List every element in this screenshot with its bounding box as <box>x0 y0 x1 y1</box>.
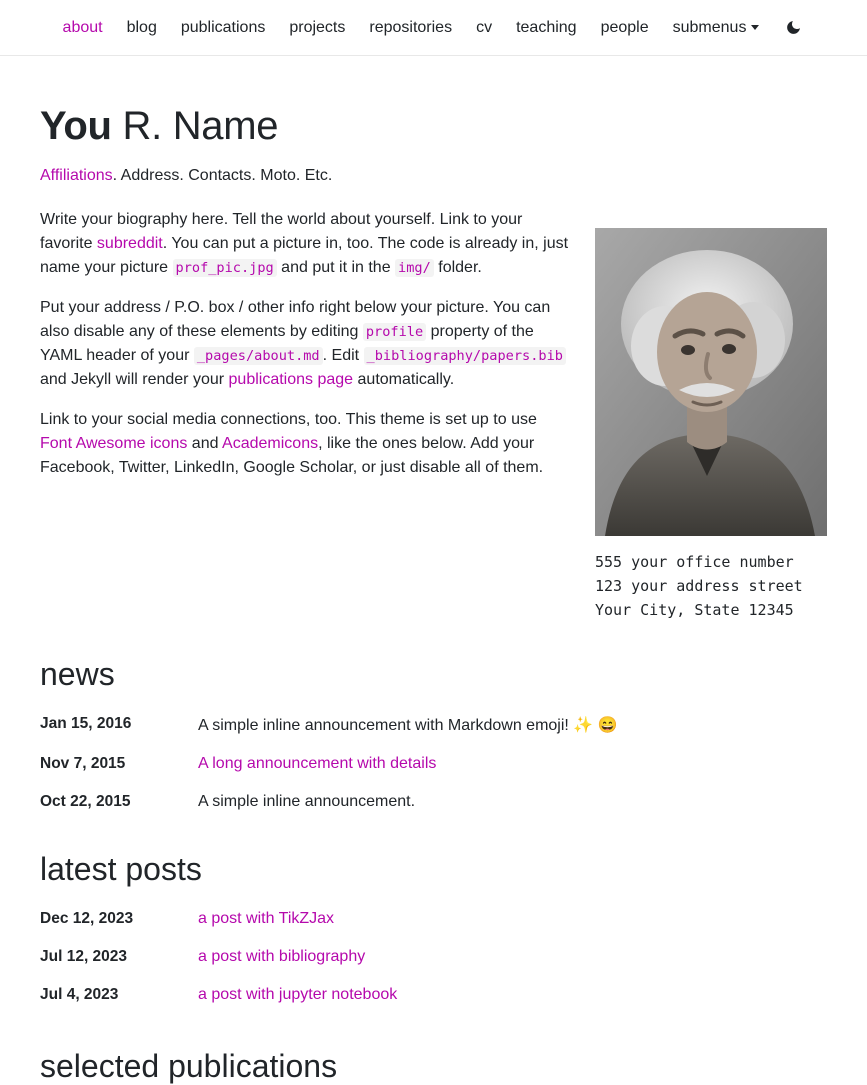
post-entry-link[interactable]: a post with bibliography <box>198 948 366 965</box>
theme-toggle-button[interactable] <box>771 19 816 36</box>
address-line-1: 555 your office number <box>595 553 794 571</box>
news-entry <box>198 705 827 745</box>
news-entry-link[interactable]: A long announcement with details <box>198 755 437 772</box>
top-navbar <box>0 0 867 56</box>
post-entry-link[interactable]: a post with TikZJax <box>198 910 335 927</box>
nav-item-about[interactable]: about <box>62 18 103 36</box>
bio-p2-d: and Jekyll will render your <box>40 371 229 388</box>
publications-page-link[interactable]: publications page <box>228 371 354 388</box>
bio-p3-c: , like the ones below. Add your Facebook, Twitter, LinkedIn, Google Scholar, or just disable all of them. <box>40 435 544 476</box>
nav-item-publications[interactable]: publications <box>180 18 266 36</box>
page-title <box>40 104 827 148</box>
profile-photo-graphic <box>595 228 827 536</box>
table-row <box>40 976 827 1014</box>
post-entry-link[interactable]: a post with jupyter notebook <box>198 986 398 1003</box>
table-row <box>40 938 827 976</box>
moon-icon <box>785 19 802 36</box>
news-entry-emoji: ✨ 😄 <box>573 717 618 734</box>
nav-item-blog[interactable]: blog <box>126 18 157 36</box>
bio-p2-e: automatically. <box>353 371 455 388</box>
page-title-rest: R. Name <box>111 104 279 148</box>
nav-item-submenus-label: submenus <box>672 18 747 36</box>
news-table <box>40 705 827 821</box>
subtitle-rest: . Address. Contacts. Moto. Etc. <box>112 167 333 184</box>
code-img-folder: img/ <box>395 259 434 277</box>
profile-address <box>595 550 827 622</box>
bio-p3-a: Link to your social media connections, too. This theme is set up to use <box>40 411 537 428</box>
nav-item-submenus[interactable] <box>661 18 772 38</box>
news-heading: news <box>40 656 115 692</box>
font-awesome-link[interactable]: Font Awesome icons <box>40 435 188 452</box>
post-date: Jul 12, 2023 <box>40 948 128 965</box>
news-entry-text: A simple inline announcement with Markdown emoji! <box>198 717 574 734</box>
subreddit-link[interactable]: subreddit <box>96 235 163 252</box>
academicons-link[interactable]: Academicons <box>222 435 319 452</box>
table-row <box>40 745 827 783</box>
nav-item-teaching[interactable]: teaching <box>516 18 577 36</box>
affiliations-link[interactable]: Affiliations <box>40 167 113 184</box>
nav-items <box>51 18 817 38</box>
latest-posts-heading: latest posts <box>40 851 202 887</box>
post-entry <box>198 976 827 1014</box>
page-title-bold: You <box>40 104 112 148</box>
bio-p1-d: folder. <box>433 259 482 276</box>
code-prof-pic: prof_pic.jpg <box>173 259 277 277</box>
bio-block <box>40 208 827 622</box>
profile-column <box>595 228 827 622</box>
post-entry <box>198 938 827 976</box>
nav-item-repositories[interactable]: repositories <box>369 18 453 36</box>
post-date: Jul 4, 2023 <box>40 986 119 1003</box>
code-about-md: _pages/about.md <box>194 347 323 365</box>
nav-item-projects[interactable]: projects <box>289 18 346 36</box>
address-line-3: Your City, State 12345 <box>595 601 794 619</box>
post-entry <box>198 900 827 938</box>
news-date: Nov 7, 2015 <box>40 755 126 772</box>
profile-photo <box>595 228 827 536</box>
latest-posts-section <box>40 851 827 1014</box>
latest-posts-table <box>40 900 827 1014</box>
nav-item-cv[interactable]: cv <box>476 18 493 36</box>
bio-p2-a: Put your address / P.O. box / other info right below your picture. You can also disable any of these elements by editing <box>40 299 551 340</box>
page-subtitle <box>40 164 827 188</box>
news-entry <box>198 745 827 783</box>
table-row <box>40 705 827 745</box>
table-row <box>40 783 827 821</box>
bio-p1-c: and put it in the <box>276 259 396 276</box>
bio-p2-b: property of the YAML header of your <box>40 323 534 364</box>
bio-p2-c: . Edit <box>322 347 364 364</box>
bio-p1-a: Write your biography here. Tell the world about yourself. Link to your favorite <box>40 211 523 252</box>
table-row <box>40 900 827 938</box>
code-profile: profile <box>363 323 426 341</box>
code-papers-bib: _bibliography/papers.bib <box>364 347 566 365</box>
bio-p3-b: and <box>187 435 223 452</box>
address-line-2: 123 your address street <box>595 577 803 595</box>
selected-publications-heading: selected publications <box>40 1048 338 1084</box>
news-section <box>40 622 827 821</box>
bio-p1-b: . You can put a picture in, too. The code is already in, just name your picture <box>40 235 569 276</box>
news-date: Oct 22, 2015 <box>40 793 131 810</box>
page-content <box>0 104 867 1085</box>
post-date: Dec 12, 2023 <box>40 910 134 927</box>
news-date: Jan 15, 2016 <box>40 715 132 732</box>
nav-item-people[interactable]: people <box>600 18 649 36</box>
chevron-down-icon <box>751 25 759 30</box>
news-entry: A simple inline announcement. <box>198 793 416 810</box>
